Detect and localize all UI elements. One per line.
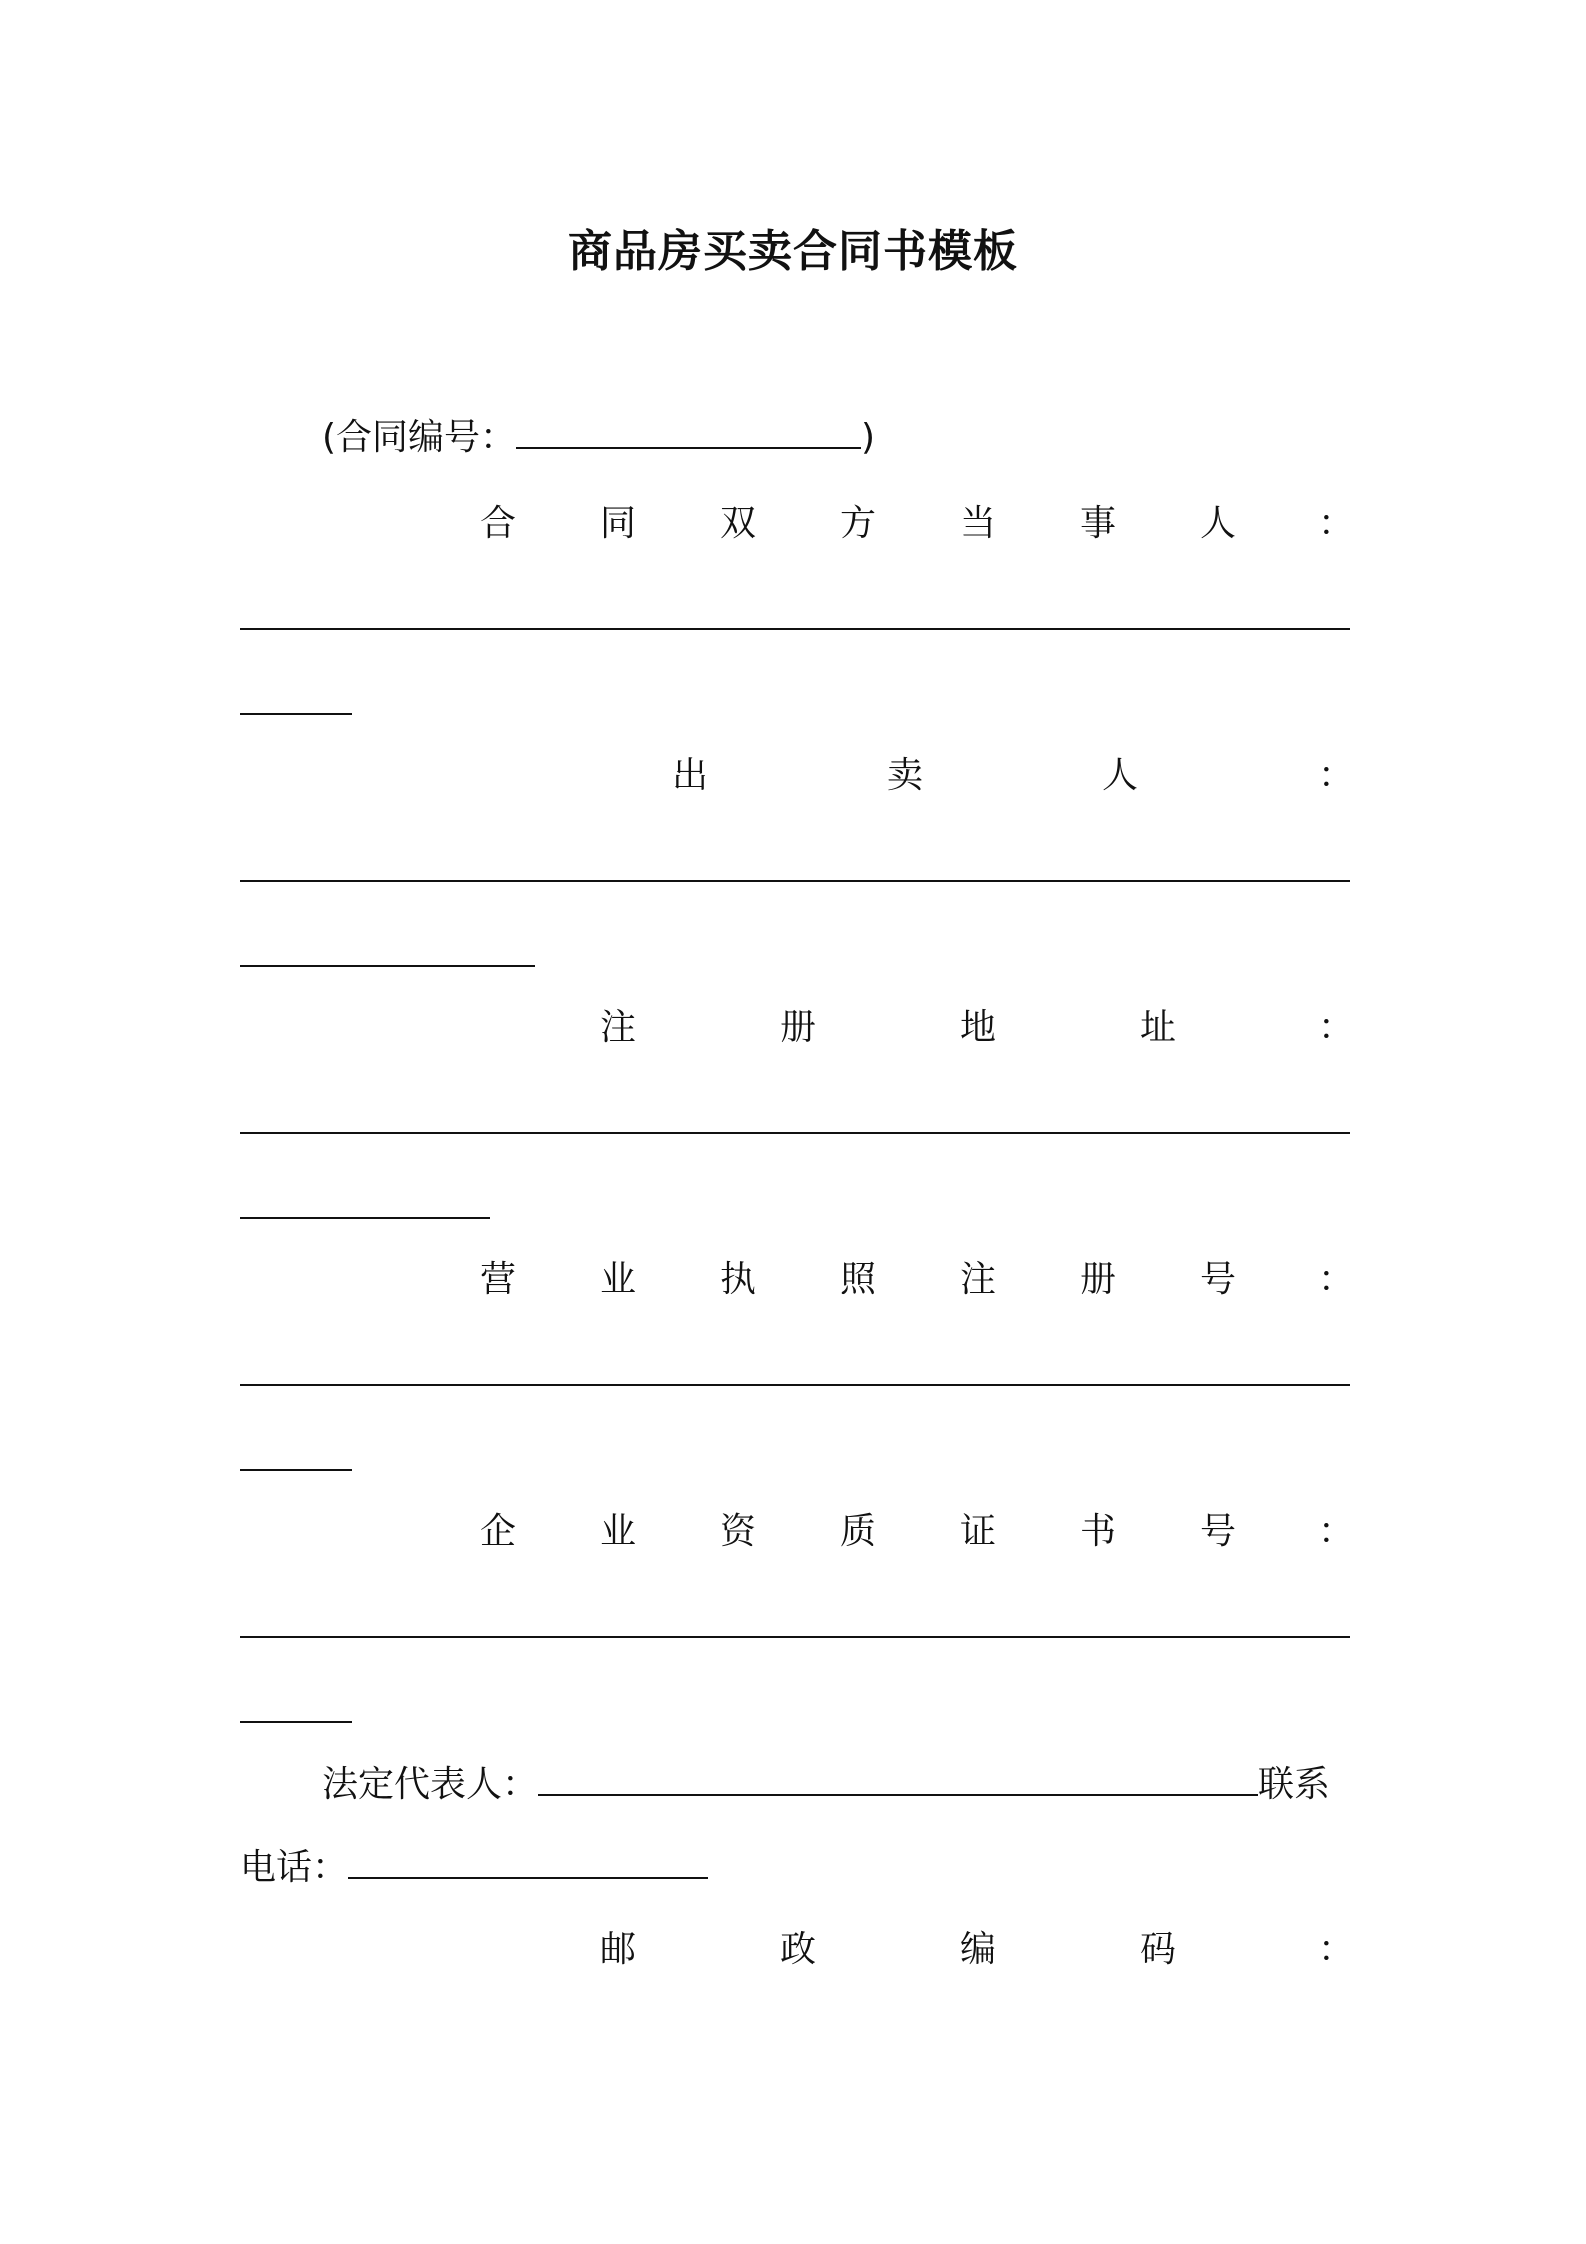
- parties-char: 人: [1200, 503, 1237, 544]
- address-blank-line-cont[interactable]: [240, 1217, 490, 1219]
- parties-blank-line[interactable]: [240, 628, 1350, 630]
- license-char: 执: [720, 1259, 757, 1300]
- contact-prefix: 联系: [1258, 1764, 1331, 1805]
- parties-char: 事: [1080, 503, 1117, 544]
- license-char: 册: [1080, 1259, 1117, 1300]
- postal-char: ：: [1318, 1929, 1355, 1970]
- seller-label: [672, 752, 1355, 800]
- address-label: [600, 1004, 1355, 1052]
- postal-char: 邮: [600, 1929, 637, 1970]
- legal-rep-label: 法定代表人：: [322, 1764, 539, 1805]
- phone-blank[interactable]: [348, 1843, 708, 1879]
- license-label: [480, 1256, 1355, 1304]
- qualification-label: [480, 1508, 1355, 1556]
- address-char: 注: [600, 1007, 637, 1048]
- postal-char: 码: [1140, 1929, 1177, 1970]
- address-blank-line[interactable]: [240, 1132, 1350, 1134]
- qualification-blank-line[interactable]: [240, 1636, 1350, 1638]
- contract-number-blank[interactable]: [516, 413, 861, 449]
- seller-char: 卖: [887, 755, 924, 796]
- parties-char: 当: [960, 503, 997, 544]
- seller-blank-line[interactable]: [240, 880, 1350, 882]
- qualification-char: 质: [840, 1511, 877, 1552]
- qualification-char: 资: [720, 1511, 757, 1552]
- address-char: 册: [780, 1007, 817, 1048]
- license-blank-line[interactable]: [240, 1384, 1350, 1386]
- address-char: 地: [960, 1007, 997, 1048]
- qualification-char: 号: [1200, 1511, 1237, 1552]
- legal-rep-line: [322, 1760, 1330, 1809]
- postal-char: 编: [960, 1929, 997, 1970]
- parties-char: ：: [1318, 503, 1355, 544]
- parties-char: 方: [840, 503, 877, 544]
- qualification-char: 书: [1080, 1511, 1117, 1552]
- phone-line: [240, 1843, 708, 1892]
- qualification-char: 证: [960, 1511, 997, 1552]
- phone-label: 电话：: [240, 1847, 349, 1888]
- qualification-char: 业: [600, 1511, 637, 1552]
- license-blank-line-cont[interactable]: [240, 1469, 352, 1471]
- legal-rep-blank[interactable]: [538, 1760, 1258, 1796]
- license-char: 号: [1200, 1259, 1237, 1300]
- license-char: 营: [480, 1259, 517, 1300]
- qualification-char: 企: [480, 1511, 517, 1552]
- parties-char: 合: [480, 503, 517, 544]
- postal-char: 政: [780, 1929, 817, 1970]
- contract-number-close: ): [861, 417, 876, 458]
- license-char: 注: [960, 1259, 997, 1300]
- contract-number-label: (合同编号：: [322, 417, 517, 458]
- parties-blank-line-cont[interactable]: [240, 713, 352, 715]
- license-char: 照: [840, 1259, 877, 1300]
- parties-label: [480, 500, 1355, 548]
- postal-label: [600, 1926, 1355, 1974]
- address-char: 址: [1140, 1007, 1177, 1048]
- qualification-char: ：: [1318, 1511, 1355, 1552]
- seller-blank-line-cont[interactable]: [240, 965, 535, 967]
- parties-char: 同: [600, 503, 637, 544]
- license-char: ：: [1318, 1259, 1355, 1300]
- license-char: 业: [600, 1259, 637, 1300]
- parties-char: 双: [720, 503, 757, 544]
- address-char: ：: [1318, 1007, 1355, 1048]
- seller-char: 出: [672, 755, 709, 796]
- document-title: 商品房买卖合同书模板: [568, 226, 1018, 277]
- seller-char: ：: [1318, 755, 1355, 796]
- seller-char: 人: [1102, 755, 1139, 796]
- contract-number-line: [322, 413, 875, 462]
- qualification-blank-line-cont[interactable]: [240, 1721, 352, 1723]
